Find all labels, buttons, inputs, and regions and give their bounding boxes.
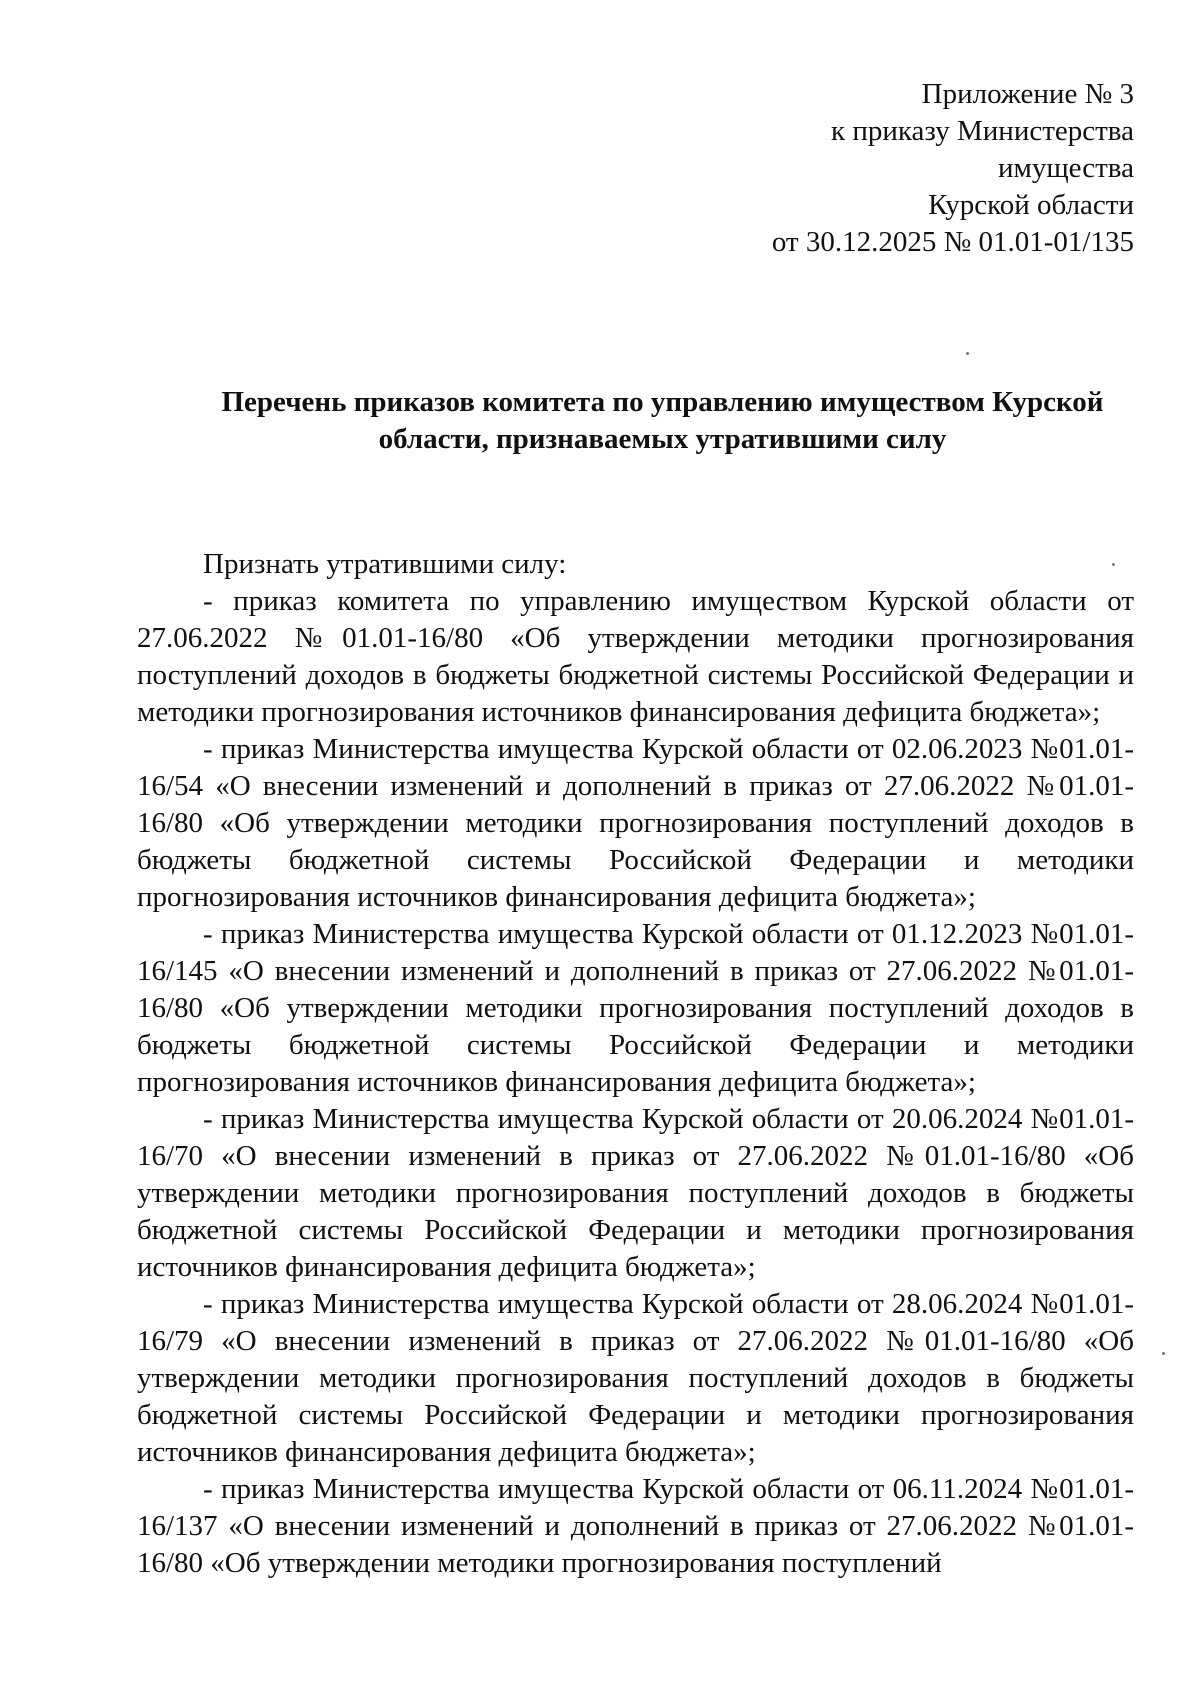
annex-header [772, 76, 1134, 261]
list-item: - приказ Министерства имущества Курской области от 06.11.2024 №01.01-16/137 «О внесении изменений и дополнений в приказ от 27.06.2022 №01.01-16/80 «Об утверждении методики прогнозирования поступлений [137, 1473, 1134, 1579]
annex-line: к приказу Министерства [831, 115, 1134, 147]
title-line: Перечень приказов комитета по управлению имуществом Курской [221, 386, 1104, 418]
list-item: - приказ Министерства имущества Курской области от 01.12.2023 №01.01-16/145 «О внесении изменений и дополнений в приказ от 27.06.2022 №01.01-16/80 «Об утверждении методики прогнозирования поступлений доходов в бюджеты бюджетной системы Российской Федерации и методики прогнозирования источников финансирования дефицита бюджета»; [137, 918, 1134, 1098]
annex-line: от 30.12.2025 № 01.01-01/135 [771, 226, 1134, 258]
list-item: - приказ Министерства имущества Курской области от 20.06.2024 №01.01-16/70 «О внесении изменений в приказ от 27.06.2022 №01.01-16/80 «Об утверждении методики прогнозирования поступлений доходов в бюджеты бюджетной системы Российской Федерации и методики прогнозирования источников финансирования дефицита бюджета»; [137, 1103, 1134, 1283]
annex-line: Приложение № 3 [921, 78, 1134, 110]
document-title [190, 384, 1135, 458]
order-list [137, 583, 1134, 1582]
scan-speck [1112, 563, 1115, 566]
intro-text: Признать утратившими силу: [203, 548, 567, 580]
annex-line: Курской области [928, 189, 1134, 221]
annex-line: имущества [997, 152, 1134, 184]
list-item: - приказ Министерства имущества Курской области от 02.06.2023 №01.01-16/54 «О внесении изменений и дополнений в приказ от 27.06.2022 №01.01-16/80 «Об утверждении методики прогнозирования поступлений доходов в бюджеты бюджетной системы Российской Федерации и методики прогнозирования источников финансирования дефицита бюджета»; [137, 733, 1134, 913]
list-item: - приказ Министерства имущества Курской области от 28.06.2024 №01.01-16/79 «О внесении изменений в приказ от 27.06.2022 №01.01-16/80 «Об утверждении методики прогнозирования поступлений доходов в бюджеты бюджетной системы Российской Федерации и методики прогнозирования источников финансирования дефицита бюджета»; [137, 1288, 1134, 1468]
scan-speck [1162, 1352, 1165, 1355]
scan-speck [966, 352, 969, 355]
list-item: - приказ комитета по управлению имуществом Курской области от 27.06.2022 №01.01-16/80 «Об утверждении методики прогнозирования поступлений доходов в бюджеты бюджетной системы Российской Федерации и методики прогнозирования источников финансирования дефицита бюджета»; [137, 585, 1134, 728]
title-line: области, признаваемых утратившими силу [378, 423, 947, 455]
